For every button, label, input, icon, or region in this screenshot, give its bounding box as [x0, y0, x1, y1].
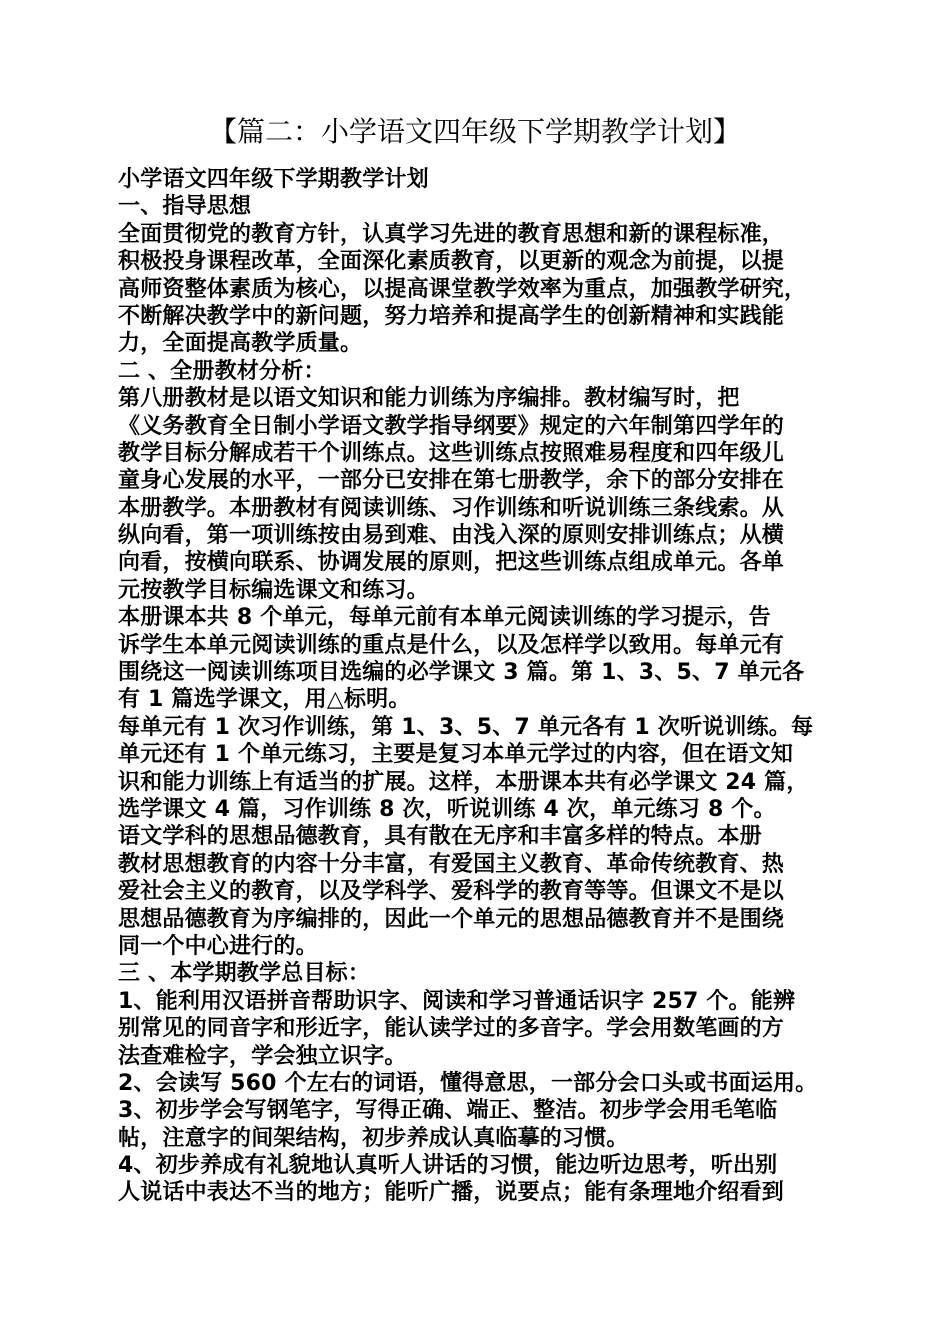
paragraph-line: 第八册教材是以语文知识和能力训练为序编排。教材编写时，把: [118, 386, 740, 412]
paragraph-line: 小学语文四年级下学期教学计划: [118, 167, 429, 192]
paragraph-line: 积极投身课程改革，全面深化素质教育，以更新的观念为前提，以提: [118, 249, 785, 275]
paragraph-line: 纵向看，第一项训练按由易到难、由浅入深的原则安排训练点；从横: [118, 523, 785, 549]
paragraph-line: 童身心发展的水平，一部分已安排在第七册教学，余下的部分安排在: [118, 468, 785, 494]
paragraph-line: 元按教学目标编选课文和练习。: [118, 577, 429, 603]
paragraph-line: 爱社会主义的教育，以及学科学、爱科学的教育等等。但课文不是以: [118, 879, 785, 905]
paragraph-line: 向看，按横向联系、协调发展的原则，把这些训练点组成单元。各单: [118, 550, 785, 576]
document-title: 【篇二：小学语文四年级下学期教学计划】: [208, 115, 741, 148]
paragraph-line: 帖，注意字的间架结构，初步养成认真临摹的习惯。: [118, 1125, 629, 1151]
paragraph-line: 本册课本共 8 个单元，每单元前有本单元阅读训练的学习提示，告: [118, 605, 771, 631]
paragraph-line: 诉学生本单元阅读训练的重点是什么，以及怎样学以致用。每单元有: [118, 632, 785, 658]
paragraph-line: 语文学科的思想品德教育，具有散在无序和丰富多样的特点。本册: [118, 824, 762, 850]
paragraph-line: 一、指导思想: [118, 194, 252, 220]
paragraph-line: 3、初步学会写钢笔字，写得正确、端正、整洁。初步学会用毛笔临: [118, 1098, 778, 1124]
paragraph-line: 思想品德教育为序编排的，因此一个单元的思想品德教育并不是围绕: [118, 906, 785, 932]
paragraph-line: 有 1 篇选学课文，用△标明。: [118, 687, 411, 713]
paragraph-line: 识和能力训练上有适当的扩展。这样，本册课本共有必学课文 24 篇，: [118, 769, 809, 795]
paragraph-line: 人说话中表达不当的地方；能听广播，说要点；能有条理地介绍看到: [118, 1180, 785, 1206]
paragraph-line: 同一个中心进行的。: [118, 933, 318, 959]
paragraph-line: 1、能利用汉语拼音帮助识字、阅读和学习普通话识字 257 个。能辨: [118, 988, 796, 1014]
paragraph-line: 每单元有 1 次习作训练，第 1、3、5、7 单元各有 1 次听说训练。每: [118, 714, 814, 740]
paragraph-line: 高师资整体素质为核心，以提高课堂教学效率为重点，加强教学研究，: [118, 276, 807, 302]
paragraph-line: 教学目标分解成若干个训练点。这些训练点按照难易程度和四年级儿: [118, 440, 785, 466]
paragraph-line: 《义务教育全日制小学语文教学指导纲要》规定的六年制第四学年的: [118, 413, 785, 439]
paragraph-line: 单元还有 1 个单元练习，主要是复习本单元学过的内容，但在语文知: [118, 742, 794, 768]
paragraph-line: 三 、本学期教学总目标：: [118, 961, 371, 987]
paragraph-line: 二 、全册教材分析：: [118, 358, 326, 384]
paragraph-line: 围绕这一阅读训练项目选编的必学课文 3 篇。第 1、3、5、7 单元各: [118, 660, 805, 686]
paragraph-line: 教材思想教育的内容十分丰富，有爱国主义教育、革命传统教育、热: [118, 851, 785, 877]
paragraph-line: 4、初步养成有礼貌地认真听人讲话的习惯，能边听边思考，听出别: [118, 1153, 778, 1179]
paragraph-line: 别常见的同音字和形近字，能认读学过的多音字。学会用数笔画的方: [118, 1016, 785, 1042]
paragraph-line: 选学课文 4 篇，习作训练 8 次，听说训练 4 次，单元练习 8 个。: [118, 796, 776, 822]
paragraph-line: 本册教学。本册教材有阅读训练、习作训练和听说训练三条线索。从: [118, 495, 785, 521]
document-body: [118, 166, 843, 1207]
paragraph-line: 法查难检字，学会独立识字。: [118, 1043, 407, 1069]
paragraph-line: 2、会读写 560 个左右的词语，懂得意思，一部分会口头或书面运用。: [118, 1070, 818, 1096]
paragraph-line: 不断解决教学中的新问题，努力培养和提高学生的创新精神和实践能: [118, 303, 785, 329]
paragraph-line: 全面贯彻党的教育方针，认真学习先进的教育思想和新的课程标准，: [118, 221, 785, 247]
paragraph-line: 力，全面提高教学质量。: [118, 331, 363, 357]
